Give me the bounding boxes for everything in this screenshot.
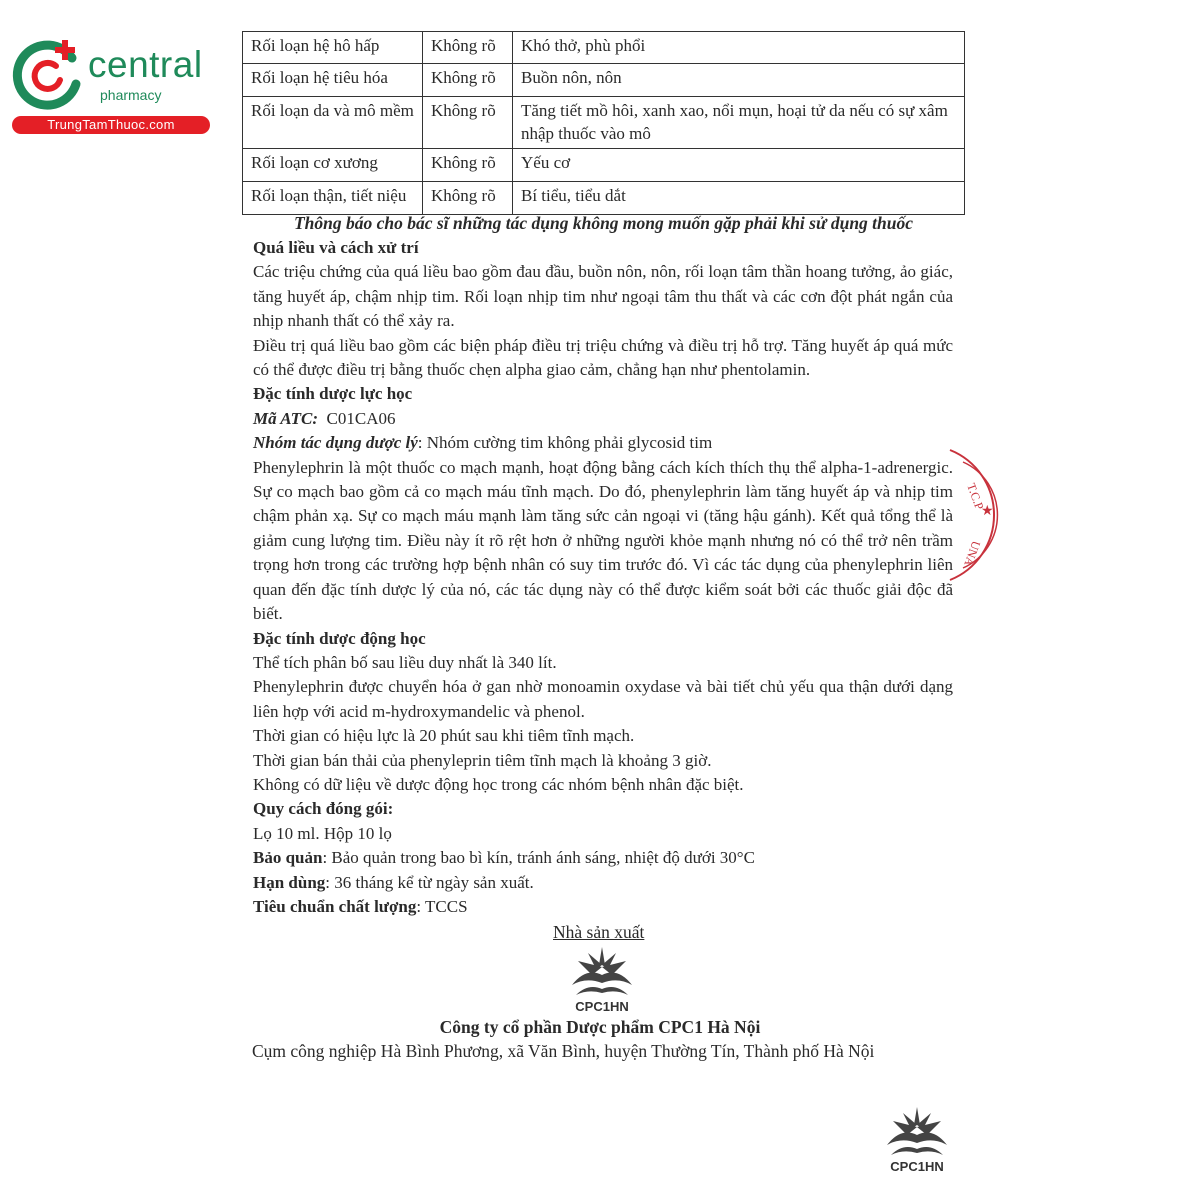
pk-line: Thể tích phân bố sau liều duy nhất là 340 lít.: [253, 652, 557, 672]
organ-cell: Rối loạn da và mô mềm: [243, 97, 423, 149]
frequency-cell: Không rõ: [423, 149, 513, 182]
organ-cell: Rối loạn thận, tiết niệu: [243, 182, 423, 215]
expiry-line: [253, 871, 953, 895]
pk-line: Phenylephrin được chuyển hóa ở gan nhờ monoamin oxydase và bài tiết chủ yếu qua thận dưới dạng liên hợp với acid m-hydroxymandelic và phenol.: [253, 677, 953, 721]
overdose-heading: Quá liều và cách xử trí: [253, 238, 419, 257]
storage-value: : Bảo quản trong bao bì kín, tránh ánh sáng, nhiệt độ dưới 30°C: [322, 848, 755, 868]
organ-cell: Rối loạn hệ hô hấp: [243, 32, 423, 64]
pharmacodynamics-heading: Đặc tính dược lực học: [253, 384, 413, 404]
side-effects-table: [242, 31, 965, 215]
effect-cell: Khó thở, phù phổi: [513, 32, 965, 64]
expiry-label: Hạn dùng: [253, 872, 326, 892]
pk-line: Thời gian bán thải của phenyleprin tiêm tĩnh mạch là khoảng 3 giờ.: [253, 750, 712, 770]
table-row: [243, 32, 965, 64]
organ-cell: Rối loạn cơ xương: [243, 149, 423, 182]
overdose-paragraph-2: Điều trị quá liều bao gồm các biện pháp điều trị triệu chứng và điều trị hỗ trợ. Tăng huyết áp quá mức có thể được điều trị bằng thuốc chẹn alpha giao cảm, chẳng hạn như phentolamin.: [253, 335, 953, 380]
standard-label: Tiêu chuẩn chất lượng: [253, 896, 417, 916]
effect-cell: Bí tiểu, tiểu dắt: [513, 182, 965, 215]
watermark-sub: pharmacy: [100, 87, 162, 103]
table-row: [243, 64, 965, 97]
frequency-cell: Không rõ: [423, 182, 513, 215]
svg-text:UNA: UNA: [961, 538, 984, 569]
cpc1hn-logo-icon: [566, 945, 638, 1015]
pharmacokinetics-heading: Đặc tính dược động học: [253, 628, 426, 648]
table-row: [243, 97, 965, 149]
packaging-value: Lọ 10 ml. Hộp 10 lọ: [253, 823, 392, 843]
central-pharmacy-watermark: [10, 36, 215, 136]
frequency-cell: Không rõ: [423, 32, 513, 64]
company-name: Công ty cổ phần Dược phẩm CPC1 Hà Nội: [439, 1017, 761, 1037]
document-body: [253, 236, 953, 919]
pk-line: Không có dữ liệu về dược động học trong các nhóm bệnh nhân đặc biệt.: [253, 774, 744, 794]
storage-line: [253, 846, 953, 870]
frequency-cell: Không rõ: [423, 97, 513, 149]
cpc1hn-logo-corner-icon: [880, 1105, 954, 1175]
storage-label: Bảo quản: [253, 848, 323, 868]
manufacturer-label: Nhà sản xuất: [553, 922, 645, 942]
svg-text:T.C.P: T.C.P: [964, 481, 987, 512]
atc-label: Mã ATC: [253, 408, 313, 428]
group-line: Nhóm tác dụng dược lý: Nhóm cường tim không phải glycosid tim: [253, 433, 713, 453]
effect-cell: Tăng tiết mồ hôi, xanh xao, nổi mụn, hoại tử da nếu có sự xâm nhập thuốc vào mô: [513, 97, 965, 149]
pk-line: Thời gian có hiệu lực là 20 phút sau khi tiêm tĩnh mạch.: [253, 726, 635, 746]
svg-text:CPC1HN: CPC1HN: [575, 999, 629, 1014]
svg-text:CPC1HN: CPC1HN: [890, 1159, 944, 1174]
effect-cell: Yếu cơ: [513, 149, 965, 182]
atc-line: Mã ATC: C01CA06: [253, 408, 396, 428]
stamp-icon: [945, 440, 1005, 590]
standard-line: [253, 895, 953, 919]
watermark-brand: central: [88, 44, 203, 85]
group-value: Nhóm cường tim không phải glycosid tim: [426, 433, 713, 453]
central-pharmacy-logo-icon: [10, 36, 86, 112]
effect-cell: Buồn nôn, nôn: [513, 64, 965, 97]
frequency-cell: Không rõ: [423, 64, 513, 97]
organ-cell: Rối loạn hệ tiêu hóa: [243, 64, 423, 97]
table-row: [243, 182, 965, 215]
watermark-site: TrungTamThuoc.com: [12, 116, 210, 134]
company-address: Cụm công nghiệp Hà Bình Phương, xã Văn Bình, huyện Thường Tín, Thành phố Hà Nội: [252, 1041, 875, 1061]
expiry-value: : 36 tháng kể từ ngày sản xuất.: [325, 872, 534, 892]
standard-value: : TCCS: [416, 896, 468, 916]
atc-value: C01CA06: [326, 408, 396, 428]
packaging-heading: Quy cách đóng gói:: [253, 799, 394, 819]
group-label: Nhóm tác dụng dược lý: [253, 433, 418, 453]
overdose-paragraph-1: Các triệu chứng của quá liều bao gồm đau đầu, buồn nôn, nôn, rối loạn tâm thần hoang tưởng, ảo giác, tăng huyết áp, chậm nhịp tim. Rối loạn nhịp tim như ngoại tâm thu thất và các cơn đột phát ngắn của nhịp nhanh thất có thể xảy ra.: [253, 262, 953, 331]
pharmacodynamics-paragraph: Phenylephrin là một thuốc co mạch mạnh, hoạt động bằng cách kích thích thụ thể alpha-1-adrenergic. Sự co mạch bao gồm cả co mạch máu tĩnh mạch. Do đó, phenylephrin làm tăng huyết áp và nhịp tim chậm phản xạ. Sự co mạch máu mạnh làm tăng sức cản ngoại vi (tăng hậu gánh). Kết quả tổng thể là giảm cung lượng tim. Điều này ít rõ rệt hơn ở những người khỏe mạnh nhưng nó có thể trở nên trầm trọng hơn trong các trường hợp bệnh nhân có suy tim trước đó. Vì các tác dụng của phenylephrin liên quan đến đặc tính dược lý của nó, các tác dụng này có thể được kiểm soát bởi các thuốc giải độc đã biết.: [253, 457, 953, 624]
table-row: [243, 149, 965, 182]
svg-text:★: ★: [981, 504, 994, 519]
notice-text: Thông báo cho bác sĩ những tác dụng không mong muốn gặp phải khi sử dụng thuốc: [293, 213, 914, 233]
